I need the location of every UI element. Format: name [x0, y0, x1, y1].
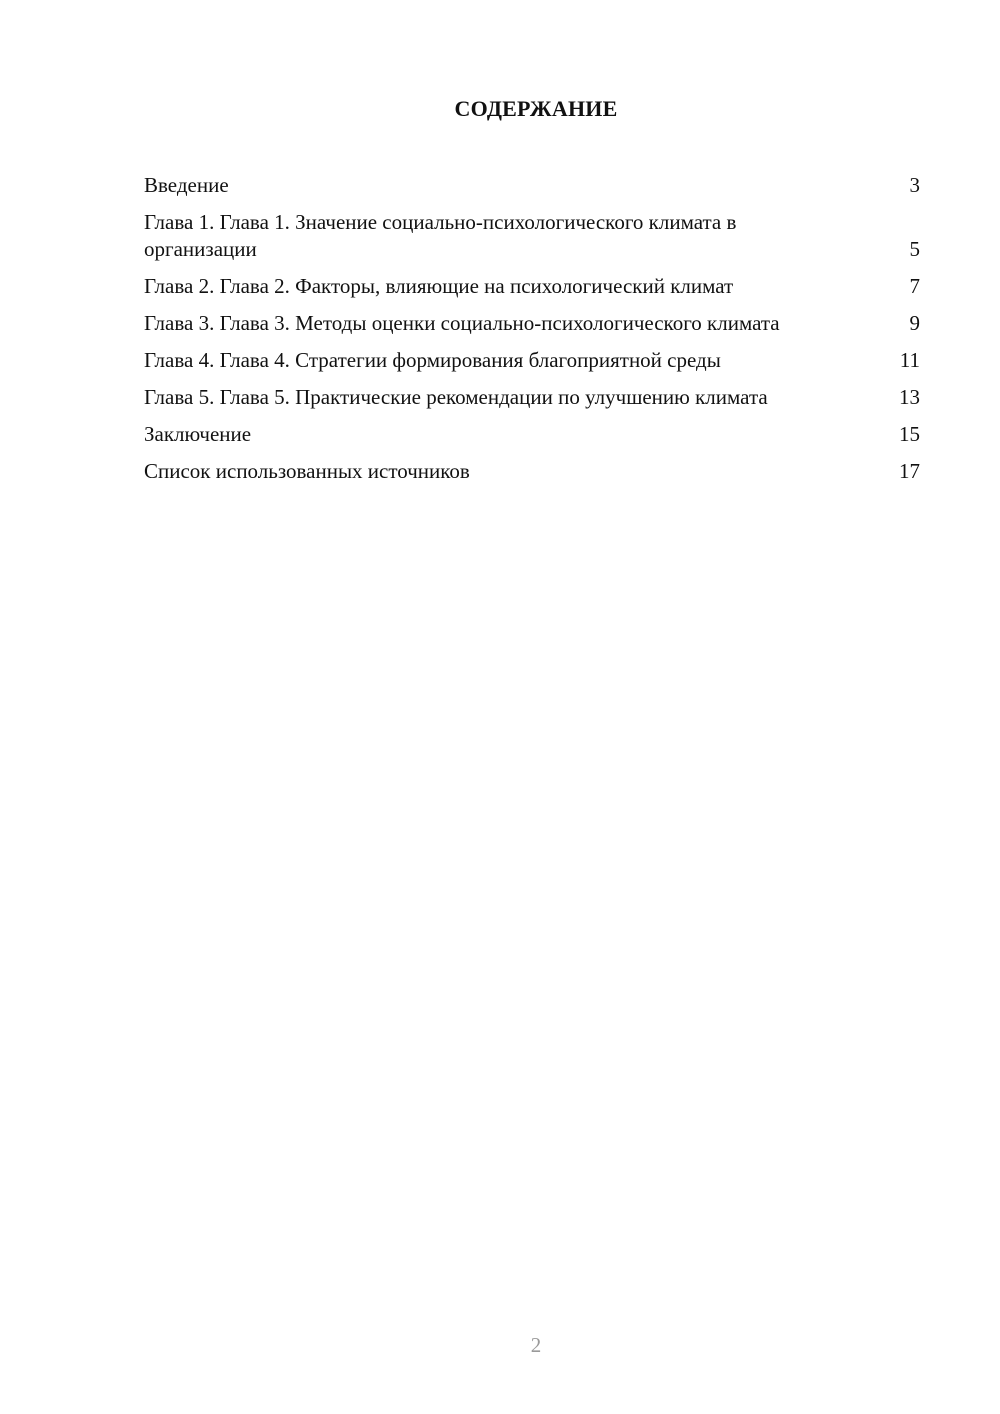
- toc-entry-page: 11: [899, 348, 920, 372]
- toc-entry-page: 9: [909, 311, 920, 335]
- toc-entry-text: Заключение: [144, 422, 252, 446]
- toc-entry-chapter-1: [144, 209, 920, 263]
- toc-entry-page: 7: [909, 274, 920, 298]
- toc-entry-references: [144, 458, 920, 485]
- toc-entry-page: 3: [909, 173, 920, 197]
- toc-entry-page: 17: [899, 459, 920, 483]
- toc-entry-text: Глава 5. Глава 5. Практические рекомендации по улучшению климата: [144, 385, 768, 409]
- toc-entry-conclusion: [144, 421, 920, 448]
- toc-entry-chapter-4: [144, 347, 920, 374]
- toc-entry-chapter-5: [144, 384, 920, 411]
- toc-entry-text: Список использованных источников: [144, 459, 470, 483]
- toc-entry-chapter-3: [144, 310, 920, 337]
- toc-entry-text: Глава 2. Глава 2. Факторы, влияющие на психологический климат: [144, 274, 734, 298]
- toc-entry-page: 13: [899, 385, 920, 409]
- toc-entry-chapter-2: [144, 273, 920, 300]
- toc-entry-text: Введение: [144, 173, 229, 197]
- toc-entry-text: Глава 3. Глава 3. Методы оценки социально-психологического климата: [144, 311, 780, 335]
- toc-title: СОДЕРЖАНИЕ: [454, 96, 618, 121]
- toc-entry-introduction: [144, 172, 920, 199]
- toc-entry-text: Глава 4. Глава 4. Стратегии формирования благоприятной среды: [144, 348, 721, 372]
- page-number: 2: [530, 1333, 542, 1357]
- toc-entry-page: 15: [899, 422, 920, 446]
- toc-entry-text: Глава 1. Глава 1. Значение социально-психологического климата в организации: [144, 210, 737, 261]
- toc-list: [144, 172, 920, 495]
- toc-entry-page: 5: [909, 237, 920, 261]
